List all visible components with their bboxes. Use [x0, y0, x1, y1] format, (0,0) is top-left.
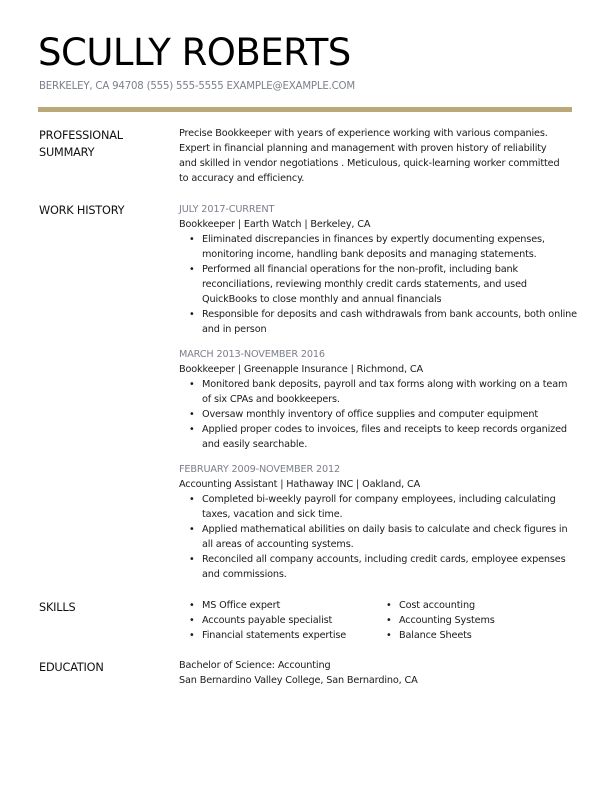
job-dates: FEBRUARY 2009-NOVEMBER 2012: [179, 464, 341, 475]
education-degree: Bachelor of Science: Accounting: [179, 660, 331, 671]
job-bullet: • Applied proper codes to invoices, files and receipts to keep records organized and easily searchable.: [179, 422, 579, 452]
summary-line: Expert in financial planning and management with proven history of reliability: [179, 143, 547, 154]
skill-item: • Balance Sheets: [376, 628, 573, 643]
contact-info: BERKELEY, CA 94708 (555) 555-5555 EXAMPLE@EXAMPLE.COM: [39, 81, 355, 92]
job-entry: [179, 347, 579, 452]
job-bullet: • Eliminated discrepancies in finances by expertly documenting expenses, monitoring income, handling bank deposits and managing statements.: [179, 232, 579, 262]
summary-label-line: SUMMARY: [39, 146, 95, 159]
job-bullets: [179, 377, 579, 452]
summary-line: and skilled in vendor negotiations . Meticulous, quick-learning worker committed: [179, 158, 560, 169]
job-bullet: • Responsible for deposits and cash withdrawals from bank accounts, both online and in person: [179, 307, 579, 337]
job-dates: JULY 2017-CURRENT: [179, 204, 275, 215]
skill-item: • MS Office expert: [179, 598, 376, 613]
skill-item: • Financial statements expertise: [179, 628, 376, 643]
summary-text: [179, 126, 579, 186]
job-bullet: • Performed all financial operations for the non-profit, including bank reconciliations, reviewing monthly credit cards statements, and used QuickBooks to close monthly and annual financials: [179, 262, 579, 307]
job-bullet: • Applied mathematical abilities on daily basis to calculate and check figures in all areas of accounting systems.: [179, 522, 579, 552]
job-title-line: Bookkeeper | Earth Watch | Berkeley, CA: [179, 219, 371, 230]
job-title-line: Accounting Assistant | Hathaway INC | Oakland, CA: [179, 479, 421, 490]
candidate-name: SCULLY ROBERTS: [38, 31, 351, 74]
section-label-skills: SKILLS: [39, 601, 76, 614]
education-school: San Bernardino Valley College, San Bernardino, CA: [179, 675, 418, 686]
skill-item: • Accounting Systems: [376, 613, 573, 628]
section-label-education: EDUCATION: [39, 661, 104, 674]
job-entry: [179, 462, 579, 582]
skill-item: • Cost accounting: [376, 598, 573, 613]
summary-line: Precise Bookkeeper with years of experience working with various companies.: [179, 128, 548, 139]
education-details: [179, 658, 579, 688]
section-label-work-history: WORK HISTORY: [39, 204, 125, 217]
job-bullet: • Monitored bank deposits, payroll and tax forms along with working on a team of six CPAs and bookkeepers.: [179, 377, 579, 407]
job-bullet: • Oversaw monthly inventory of office supplies and computer equipment: [179, 407, 579, 422]
summary-line: to accuracy and efficiency.: [179, 173, 305, 184]
job-title-line: Bookkeeper | Greenapple Insurance | Richmond, CA: [179, 364, 423, 375]
job-bullets: [179, 232, 579, 337]
skills-list: [179, 598, 579, 643]
summary-label-line: PROFESSIONAL: [39, 129, 123, 142]
skill-item: • Accounts payable specialist: [179, 613, 376, 628]
skills-column-right: [376, 598, 573, 643]
job-bullet: • Completed bi-weekly payroll for company employees, including calculating taxes, vacation and sick time.: [179, 492, 579, 522]
job-dates: MARCH 2013-NOVEMBER 2016: [179, 349, 325, 360]
job-entry: [179, 202, 579, 337]
work-history-list: [179, 202, 579, 592]
skills-column-left: [179, 598, 376, 643]
job-bullets: [179, 492, 579, 582]
header-divider: [38, 107, 572, 112]
section-label-summary: [39, 127, 169, 161]
job-bullet: • Reconciled all company accounts, including credit cards, employee expenses and commissions.: [179, 552, 579, 582]
